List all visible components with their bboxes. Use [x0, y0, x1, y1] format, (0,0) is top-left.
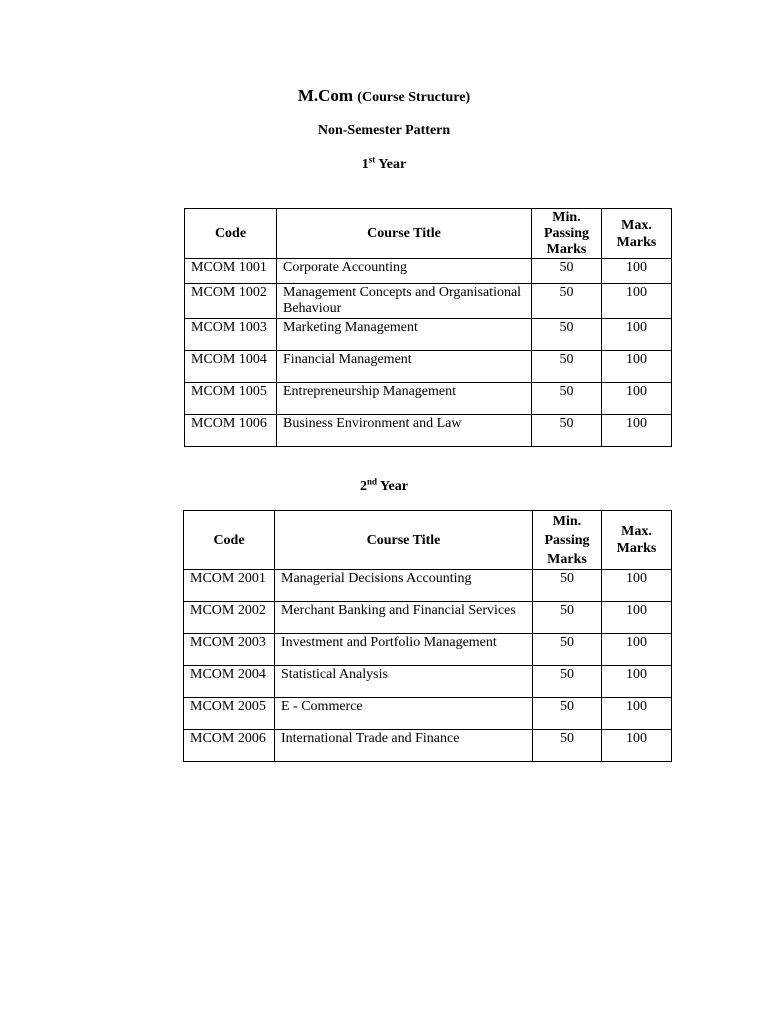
course-title: Entrepreneurship Management — [277, 383, 532, 415]
course-title: Managerial Decisions Accounting — [275, 570, 533, 602]
header-max-l1: Max. — [621, 217, 652, 233]
course-code: MCOM 2001 — [184, 570, 275, 602]
course-title: Statistical Analysis — [275, 666, 533, 698]
course-code: MCOM 1002 — [185, 284, 277, 319]
min-passing-marks: 50 — [533, 666, 602, 698]
table-row — [185, 351, 672, 383]
max-marks: 100 — [602, 259, 672, 284]
min-passing-marks: 50 — [533, 698, 602, 730]
year2-num: 2 — [360, 479, 367, 494]
min-passing-marks: 50 — [532, 383, 602, 415]
header-min-l1: Min. — [552, 209, 581, 225]
min-passing-marks: 50 — [532, 351, 602, 383]
course-title: Financial Management — [277, 351, 532, 383]
table-row — [185, 284, 672, 319]
year1-heading — [0, 154, 768, 173]
min-passing-marks: 50 — [533, 570, 602, 602]
header-min-l3: Marks — [546, 241, 587, 257]
header-min-l2: Passing — [544, 532, 590, 548]
min-passing-marks: 50 — [533, 634, 602, 666]
max-marks: 100 — [602, 284, 672, 319]
course-code: MCOM 2006 — [184, 730, 275, 762]
min-passing-marks: 50 — [533, 602, 602, 634]
table-row — [185, 259, 672, 284]
course-title: Business Environment and Law — [277, 415, 532, 447]
max-marks: 100 — [602, 634, 672, 666]
course-code: MCOM 2003 — [184, 634, 275, 666]
year1-num: 1 — [361, 157, 369, 172]
max-marks: 100 — [602, 319, 672, 351]
max-marks: 100 — [602, 602, 672, 634]
year1-rows — [185, 259, 672, 447]
max-marks: 100 — [602, 570, 672, 602]
header-max-marks — [602, 511, 672, 570]
header-max-l2: Marks — [616, 541, 657, 556]
min-passing-marks: 50 — [533, 730, 602, 762]
course-code: MCOM 1003 — [185, 319, 277, 351]
year2-sup: nd — [367, 476, 378, 487]
header-min-l1: Min. — [552, 513, 582, 529]
min-passing-marks: 50 — [532, 284, 602, 319]
course-code: MCOM 1005 — [185, 383, 277, 415]
table-row — [184, 698, 672, 730]
course-title: International Trade and Finance — [275, 730, 533, 762]
title-sub: (Course Structure) — [357, 90, 471, 105]
course-code: MCOM 1001 — [185, 259, 277, 284]
course-title: E - Commerce — [275, 698, 533, 730]
header-code: Code — [184, 511, 275, 570]
header-min-l3: Marks — [547, 551, 587, 567]
table-row — [184, 570, 672, 602]
max-marks: 100 — [602, 730, 672, 762]
header-max-marks — [602, 209, 672, 259]
course-code: MCOM 2005 — [184, 698, 275, 730]
header-title: Course Title — [277, 209, 532, 259]
course-title: Merchant Banking and Financial Services — [275, 602, 533, 634]
header-min-marks — [533, 511, 602, 570]
max-marks: 100 — [602, 351, 672, 383]
table-row — [185, 383, 672, 415]
max-marks: 100 — [602, 383, 672, 415]
table-row — [184, 666, 672, 698]
course-code: MCOM 1006 — [185, 415, 277, 447]
course-code: MCOM 2004 — [184, 666, 275, 698]
table-row — [184, 634, 672, 666]
header-row — [184, 511, 672, 570]
min-passing-marks: 50 — [532, 415, 602, 447]
max-marks: 100 — [602, 666, 672, 698]
year2-table — [183, 510, 672, 762]
header-row — [185, 209, 672, 259]
header-title: Course Title — [275, 511, 533, 570]
year2-rows — [184, 570, 672, 762]
year2-heading — [0, 476, 768, 495]
header-min-l2: Passing — [543, 225, 590, 241]
course-title: Corporate Accounting — [277, 259, 532, 284]
year1-table — [184, 208, 672, 447]
course-code: MCOM 1004 — [185, 351, 277, 383]
course-title: Management Concepts and Organisational Behaviour — [277, 284, 532, 319]
table-row — [185, 319, 672, 351]
title-main: M.Com — [297, 86, 354, 105]
table-row — [184, 730, 672, 762]
max-marks: 100 — [602, 415, 672, 447]
year1-word: Year — [378, 157, 407, 172]
document-title — [0, 86, 768, 106]
course-title: Marketing Management — [277, 319, 532, 351]
year2-word: Year — [380, 479, 408, 494]
header-max-l1: Max. — [621, 524, 652, 539]
course-title: Investment and Portfolio Management — [275, 634, 533, 666]
max-marks: 100 — [602, 698, 672, 730]
min-passing-marks: 50 — [532, 259, 602, 284]
header-code: Code — [185, 209, 277, 259]
table-row — [184, 602, 672, 634]
course-code: MCOM 2002 — [184, 602, 275, 634]
year1-sup: st — [368, 154, 376, 165]
min-passing-marks: 50 — [532, 319, 602, 351]
header-min-marks — [532, 209, 602, 259]
header-max-l2: Marks — [616, 234, 657, 250]
table-row — [185, 415, 672, 447]
pattern-subtitle: Non-Semester Pattern — [317, 123, 451, 138]
